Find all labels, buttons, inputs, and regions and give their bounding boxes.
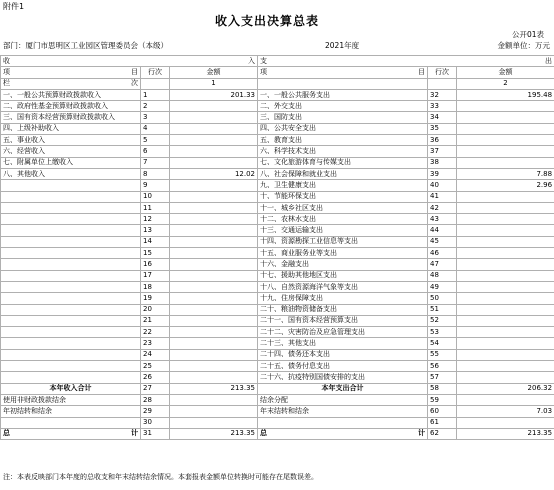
income-amount — [170, 281, 258, 292]
income-line: 6 — [141, 146, 170, 157]
expense-amount: 2.96 — [457, 180, 554, 191]
table-row — [1, 123, 554, 134]
table-row — [1, 191, 554, 202]
table-row — [1, 361, 554, 372]
grand-right-label: 计 — [131, 429, 138, 438]
income-amount — [170, 146, 258, 157]
expense-line: 50 — [428, 293, 457, 304]
income-total-line: 27 — [141, 383, 170, 394]
income-amount — [170, 293, 258, 304]
income-item: 四、上级补助收入 — [1, 123, 141, 134]
expense-item: 二十二、灾害防治及应急管理支出 — [258, 327, 428, 338]
income-amount — [170, 327, 258, 338]
income-line: 7 — [141, 157, 170, 168]
expense-item: 四、公共安全支出 — [258, 123, 428, 134]
table-row — [1, 315, 554, 326]
grand-left-label: 总 — [3, 429, 10, 438]
header-row-income-expense — [1, 56, 554, 67]
income-line: 13 — [141, 225, 170, 236]
income-amount — [170, 191, 258, 202]
income-amount — [170, 214, 258, 225]
expense-line: 37 — [428, 146, 457, 157]
income-line: 17 — [141, 270, 170, 281]
income-line: 4 — [141, 123, 170, 134]
expense-line: 40 — [428, 180, 457, 191]
income-item — [1, 248, 141, 259]
income-line: 2 — [141, 101, 170, 112]
expense-amount — [457, 259, 554, 270]
expense-item: 十七、援助其他地区支出 — [258, 270, 428, 281]
expense-item: 七、文化旅游体育与传媒支出 — [258, 157, 428, 168]
income-item: 八、其他收入 — [1, 168, 141, 179]
expense-line: 49 — [428, 281, 457, 292]
expense-amount — [457, 361, 554, 372]
expense-item: 十、节能环保支出 — [258, 191, 428, 202]
income-col-number: 1 — [170, 78, 258, 89]
expense-total-line: 58 — [428, 383, 457, 394]
income-line: 30 — [141, 417, 170, 428]
income-line: 14 — [141, 236, 170, 247]
income-total-label: 本年收入合计 — [1, 383, 141, 394]
income-amount — [170, 157, 258, 168]
income-grand-amount: 213.35 — [170, 428, 258, 439]
expense-line: 61 — [428, 417, 457, 428]
income-item — [1, 214, 141, 225]
income-line: 5 — [141, 135, 170, 146]
table-row — [1, 214, 554, 225]
expense-line: 44 — [428, 225, 457, 236]
item-left-label: 项 — [260, 67, 268, 76]
expense-item: 三、国防支出 — [258, 112, 428, 123]
table-row — [1, 417, 554, 428]
expense-amount — [457, 281, 554, 292]
expense-line: 33 — [428, 101, 457, 112]
expense-line: 51 — [428, 304, 457, 315]
expense-line: 48 — [428, 270, 457, 281]
income-col-line-blank — [141, 78, 170, 89]
expense-line-header: 行次 — [428, 67, 457, 78]
income-label-end: 入 — [248, 56, 256, 65]
income-item — [1, 259, 141, 270]
expense-line: 59 — [428, 394, 457, 405]
expense-item: 二十三、其他支出 — [258, 338, 428, 349]
income-line: 10 — [141, 191, 170, 202]
expense-item: 结余分配 — [258, 394, 428, 405]
income-item — [1, 281, 141, 292]
expense-col-label — [258, 78, 428, 89]
income-amount — [170, 202, 258, 213]
income-col-label — [1, 78, 141, 89]
total-row — [1, 383, 554, 394]
income-item: 使用非财政拨款结余 — [1, 394, 141, 405]
income-item — [1, 349, 141, 360]
income-amount — [170, 361, 258, 372]
table-row — [1, 394, 554, 405]
expense-line: 35 — [428, 123, 457, 134]
expense-amount — [457, 248, 554, 259]
table-row — [1, 248, 554, 259]
income-amount — [170, 180, 258, 191]
expense-item — [258, 417, 428, 428]
header-row-column-numbers — [1, 78, 554, 89]
unit-label: 金额单位：万元 — [497, 41, 550, 50]
expense-line: 56 — [428, 361, 457, 372]
expense-amount — [457, 293, 554, 304]
table-row — [1, 281, 554, 292]
expense-item: 二十一、国有资本经营预算支出 — [258, 315, 428, 326]
income-line: 12 — [141, 214, 170, 225]
income-amount: 201.33 — [170, 89, 258, 100]
expense-amount — [457, 327, 554, 338]
income-line: 28 — [141, 394, 170, 405]
expense-amount: 7.03 — [457, 406, 554, 417]
income-item: 五、事业收入 — [1, 135, 141, 146]
expense-line: 47 — [428, 259, 457, 270]
income-item-header — [1, 67, 141, 78]
budget-table — [0, 55, 554, 440]
expense-amount — [457, 135, 554, 146]
income-line: 24 — [141, 349, 170, 360]
income-item — [1, 270, 141, 281]
income-total-amount: 213.35 — [170, 383, 258, 394]
expense-amount — [457, 101, 554, 112]
expense-item: 十三、交通运输支出 — [258, 225, 428, 236]
expense-total-amount: 206.32 — [457, 383, 554, 394]
expense-line: 46 — [428, 248, 457, 259]
grand-left-label: 总 — [260, 429, 268, 438]
income-line: 8 — [141, 168, 170, 179]
expense-grand-line: 62 — [428, 428, 457, 439]
col-right-label: 次 — [131, 79, 138, 88]
expense-grand-amount: 213.35 — [457, 428, 554, 439]
income-line: 16 — [141, 259, 170, 270]
table-row — [1, 338, 554, 349]
income-line: 1 — [141, 89, 170, 100]
expense-line: 53 — [428, 327, 457, 338]
expense-item: 九、卫生健康支出 — [258, 180, 428, 191]
income-amount — [170, 315, 258, 326]
table-row — [1, 270, 554, 281]
expense-label: 支 — [260, 56, 268, 65]
table-row — [1, 372, 554, 383]
income-item — [1, 338, 141, 349]
expense-amount — [457, 417, 554, 428]
expense-amount — [457, 236, 554, 247]
grand-right-label: 计 — [418, 429, 426, 438]
department-label: 部门：厦门市思明区工业园区管理委员会（本级） — [3, 41, 168, 50]
expense-amount — [457, 146, 554, 157]
income-amount — [170, 349, 258, 360]
income-amount — [170, 135, 258, 146]
grand-total-row — [1, 428, 554, 439]
expense-item: 年末结转和结余 — [258, 406, 428, 417]
expense-item: 一、一般公共服务支出 — [258, 89, 428, 100]
form-number: 公开01表 — [511, 30, 544, 39]
table-row — [1, 259, 554, 270]
expense-amount — [457, 191, 554, 202]
expense-line: 54 — [428, 338, 457, 349]
expense-line: 41 — [428, 191, 457, 202]
income-amount — [170, 406, 258, 417]
income-line: 20 — [141, 304, 170, 315]
income-amount — [170, 304, 258, 315]
expense-amount — [457, 338, 554, 349]
income-amount — [170, 338, 258, 349]
expense-item: 二十六、抗疫特别国债安排的支出 — [258, 372, 428, 383]
income-item — [1, 225, 141, 236]
expense-line: 60 — [428, 406, 457, 417]
table-row — [1, 349, 554, 360]
expense-amount — [457, 157, 554, 168]
table-row — [1, 146, 554, 157]
expense-amount: 7.88 — [457, 168, 554, 179]
income-amount — [170, 112, 258, 123]
expense-item: 五、教育支出 — [258, 135, 428, 146]
income-item: 六、经营收入 — [1, 146, 141, 157]
income-amount: 12.02 — [170, 168, 258, 179]
table-row — [1, 304, 554, 315]
year-label: 2021年度 — [325, 41, 360, 50]
income-amount — [170, 417, 258, 428]
income-amount — [170, 123, 258, 134]
income-grand-line: 31 — [141, 428, 170, 439]
expense-line: 32 — [428, 89, 457, 100]
expense-amount — [457, 394, 554, 405]
income-item — [1, 236, 141, 247]
title-text: 收入支出决算总表 — [214, 14, 319, 28]
income-item: 七、附属单位上缴收入 — [1, 157, 141, 168]
expense-amount: 195.48 — [457, 89, 554, 100]
income-item — [1, 293, 141, 304]
expense-line: 43 — [428, 214, 457, 225]
income-line: 21 — [141, 315, 170, 326]
item-right-label: 目 — [418, 67, 426, 76]
expense-grand-label — [258, 428, 428, 439]
income-amount-header: 金额 — [170, 67, 258, 78]
income-item — [1, 372, 141, 383]
item-right-label: 目 — [131, 67, 138, 76]
expense-amount — [457, 349, 554, 360]
table-row — [1, 327, 554, 338]
expense-col-line-blank — [428, 78, 457, 89]
item-left-label: 项 — [3, 67, 10, 76]
expense-amount — [457, 123, 554, 134]
footnote: 注：本表反映部门本年度的总收支和年末结转结余情况。本套报表金额单位转换时可能存在尾数误差。 — [3, 473, 318, 481]
attachment-label: 附件1 — [3, 2, 25, 11]
expense-total-label: 本年支出合计 — [258, 383, 428, 394]
header-info — [3, 40, 550, 52]
table-row — [1, 168, 554, 179]
expense-item: 十五、商业服务业等支出 — [258, 248, 428, 259]
expense-item: 八、社会保障和就业支出 — [258, 168, 428, 179]
table-row — [1, 135, 554, 146]
income-amount — [170, 236, 258, 247]
expense-header-cell — [258, 56, 554, 67]
expense-item: 十六、金融支出 — [258, 259, 428, 270]
expense-item: 十四、资源勘探工业信息等支出 — [258, 236, 428, 247]
expense-item: 六、科学技术支出 — [258, 146, 428, 157]
income-grand-label — [1, 428, 141, 439]
expense-amount — [457, 225, 554, 236]
table-row — [1, 101, 554, 112]
expense-line: 55 — [428, 349, 457, 360]
expense-line: 34 — [428, 112, 457, 123]
col-left-label: 栏 — [3, 79, 10, 88]
table-row — [1, 236, 554, 247]
income-item — [1, 202, 141, 213]
income-item: 年初结转和结余 — [1, 406, 141, 417]
income-amount — [170, 225, 258, 236]
income-item — [1, 304, 141, 315]
income-line: 15 — [141, 248, 170, 259]
income-amount — [170, 394, 258, 405]
expense-label-end: 出 — [545, 56, 553, 65]
income-item — [1, 191, 141, 202]
table-row — [1, 157, 554, 168]
income-line: 9 — [141, 180, 170, 191]
income-label: 收 — [3, 56, 10, 65]
income-line: 18 — [141, 281, 170, 292]
expense-line: 57 — [428, 372, 457, 383]
page-title — [0, 12, 554, 29]
income-line: 26 — [141, 372, 170, 383]
table-row — [1, 180, 554, 191]
income-line: 3 — [141, 112, 170, 123]
income-line: 25 — [141, 361, 170, 372]
table-row — [1, 293, 554, 304]
income-line-header: 行次 — [141, 67, 170, 78]
expense-amount — [457, 315, 554, 326]
expense-item: 十八、自然资源海洋气象等支出 — [258, 281, 428, 292]
expense-line: 36 — [428, 135, 457, 146]
income-item: 一、一般公共预算财政拨款收入 — [1, 89, 141, 100]
expense-amount — [457, 304, 554, 315]
expense-item: 二十四、债务还本支出 — [258, 349, 428, 360]
income-line: 29 — [141, 406, 170, 417]
expense-line: 45 — [428, 236, 457, 247]
income-line: 11 — [141, 202, 170, 213]
expense-item: 二十五、债务付息支出 — [258, 361, 428, 372]
table-row — [1, 89, 554, 100]
table-row — [1, 406, 554, 417]
expense-item-header — [258, 67, 428, 78]
expense-item: 二十、粮油物资储备支出 — [258, 304, 428, 315]
income-amount — [170, 270, 258, 281]
expense-amount — [457, 214, 554, 225]
table-row — [1, 225, 554, 236]
expense-amount — [457, 372, 554, 383]
expense-item: 十一、城乡社区支出 — [258, 202, 428, 213]
income-line: 23 — [141, 338, 170, 349]
income-amount — [170, 101, 258, 112]
expense-col-number: 2 — [457, 78, 554, 89]
expense-line: 39 — [428, 168, 457, 179]
expense-amount — [457, 270, 554, 281]
expense-amount — [457, 202, 554, 213]
header-row-columns — [1, 67, 554, 78]
expense-amount-header: 金额 — [457, 67, 554, 78]
income-line: 19 — [141, 293, 170, 304]
income-amount — [170, 372, 258, 383]
table-row — [1, 112, 554, 123]
income-item — [1, 327, 141, 338]
income-amount — [170, 259, 258, 270]
income-item: 三、国有资本经营预算财政拨款收入 — [1, 112, 141, 123]
expense-line: 42 — [428, 202, 457, 213]
table-row — [1, 202, 554, 213]
income-item — [1, 417, 141, 428]
expense-amount — [457, 112, 554, 123]
expense-item: 十二、农林水支出 — [258, 214, 428, 225]
income-item — [1, 315, 141, 326]
expense-item: 十九、住房保障支出 — [258, 293, 428, 304]
income-line: 22 — [141, 327, 170, 338]
income-item — [1, 180, 141, 191]
income-item — [1, 361, 141, 372]
expense-line: 52 — [428, 315, 457, 326]
income-amount — [170, 248, 258, 259]
expense-item: 二、外交支出 — [258, 101, 428, 112]
income-item: 二、政府性基金预算财政拨款收入 — [1, 101, 141, 112]
income-header-cell — [1, 56, 258, 67]
expense-line: 38 — [428, 157, 457, 168]
